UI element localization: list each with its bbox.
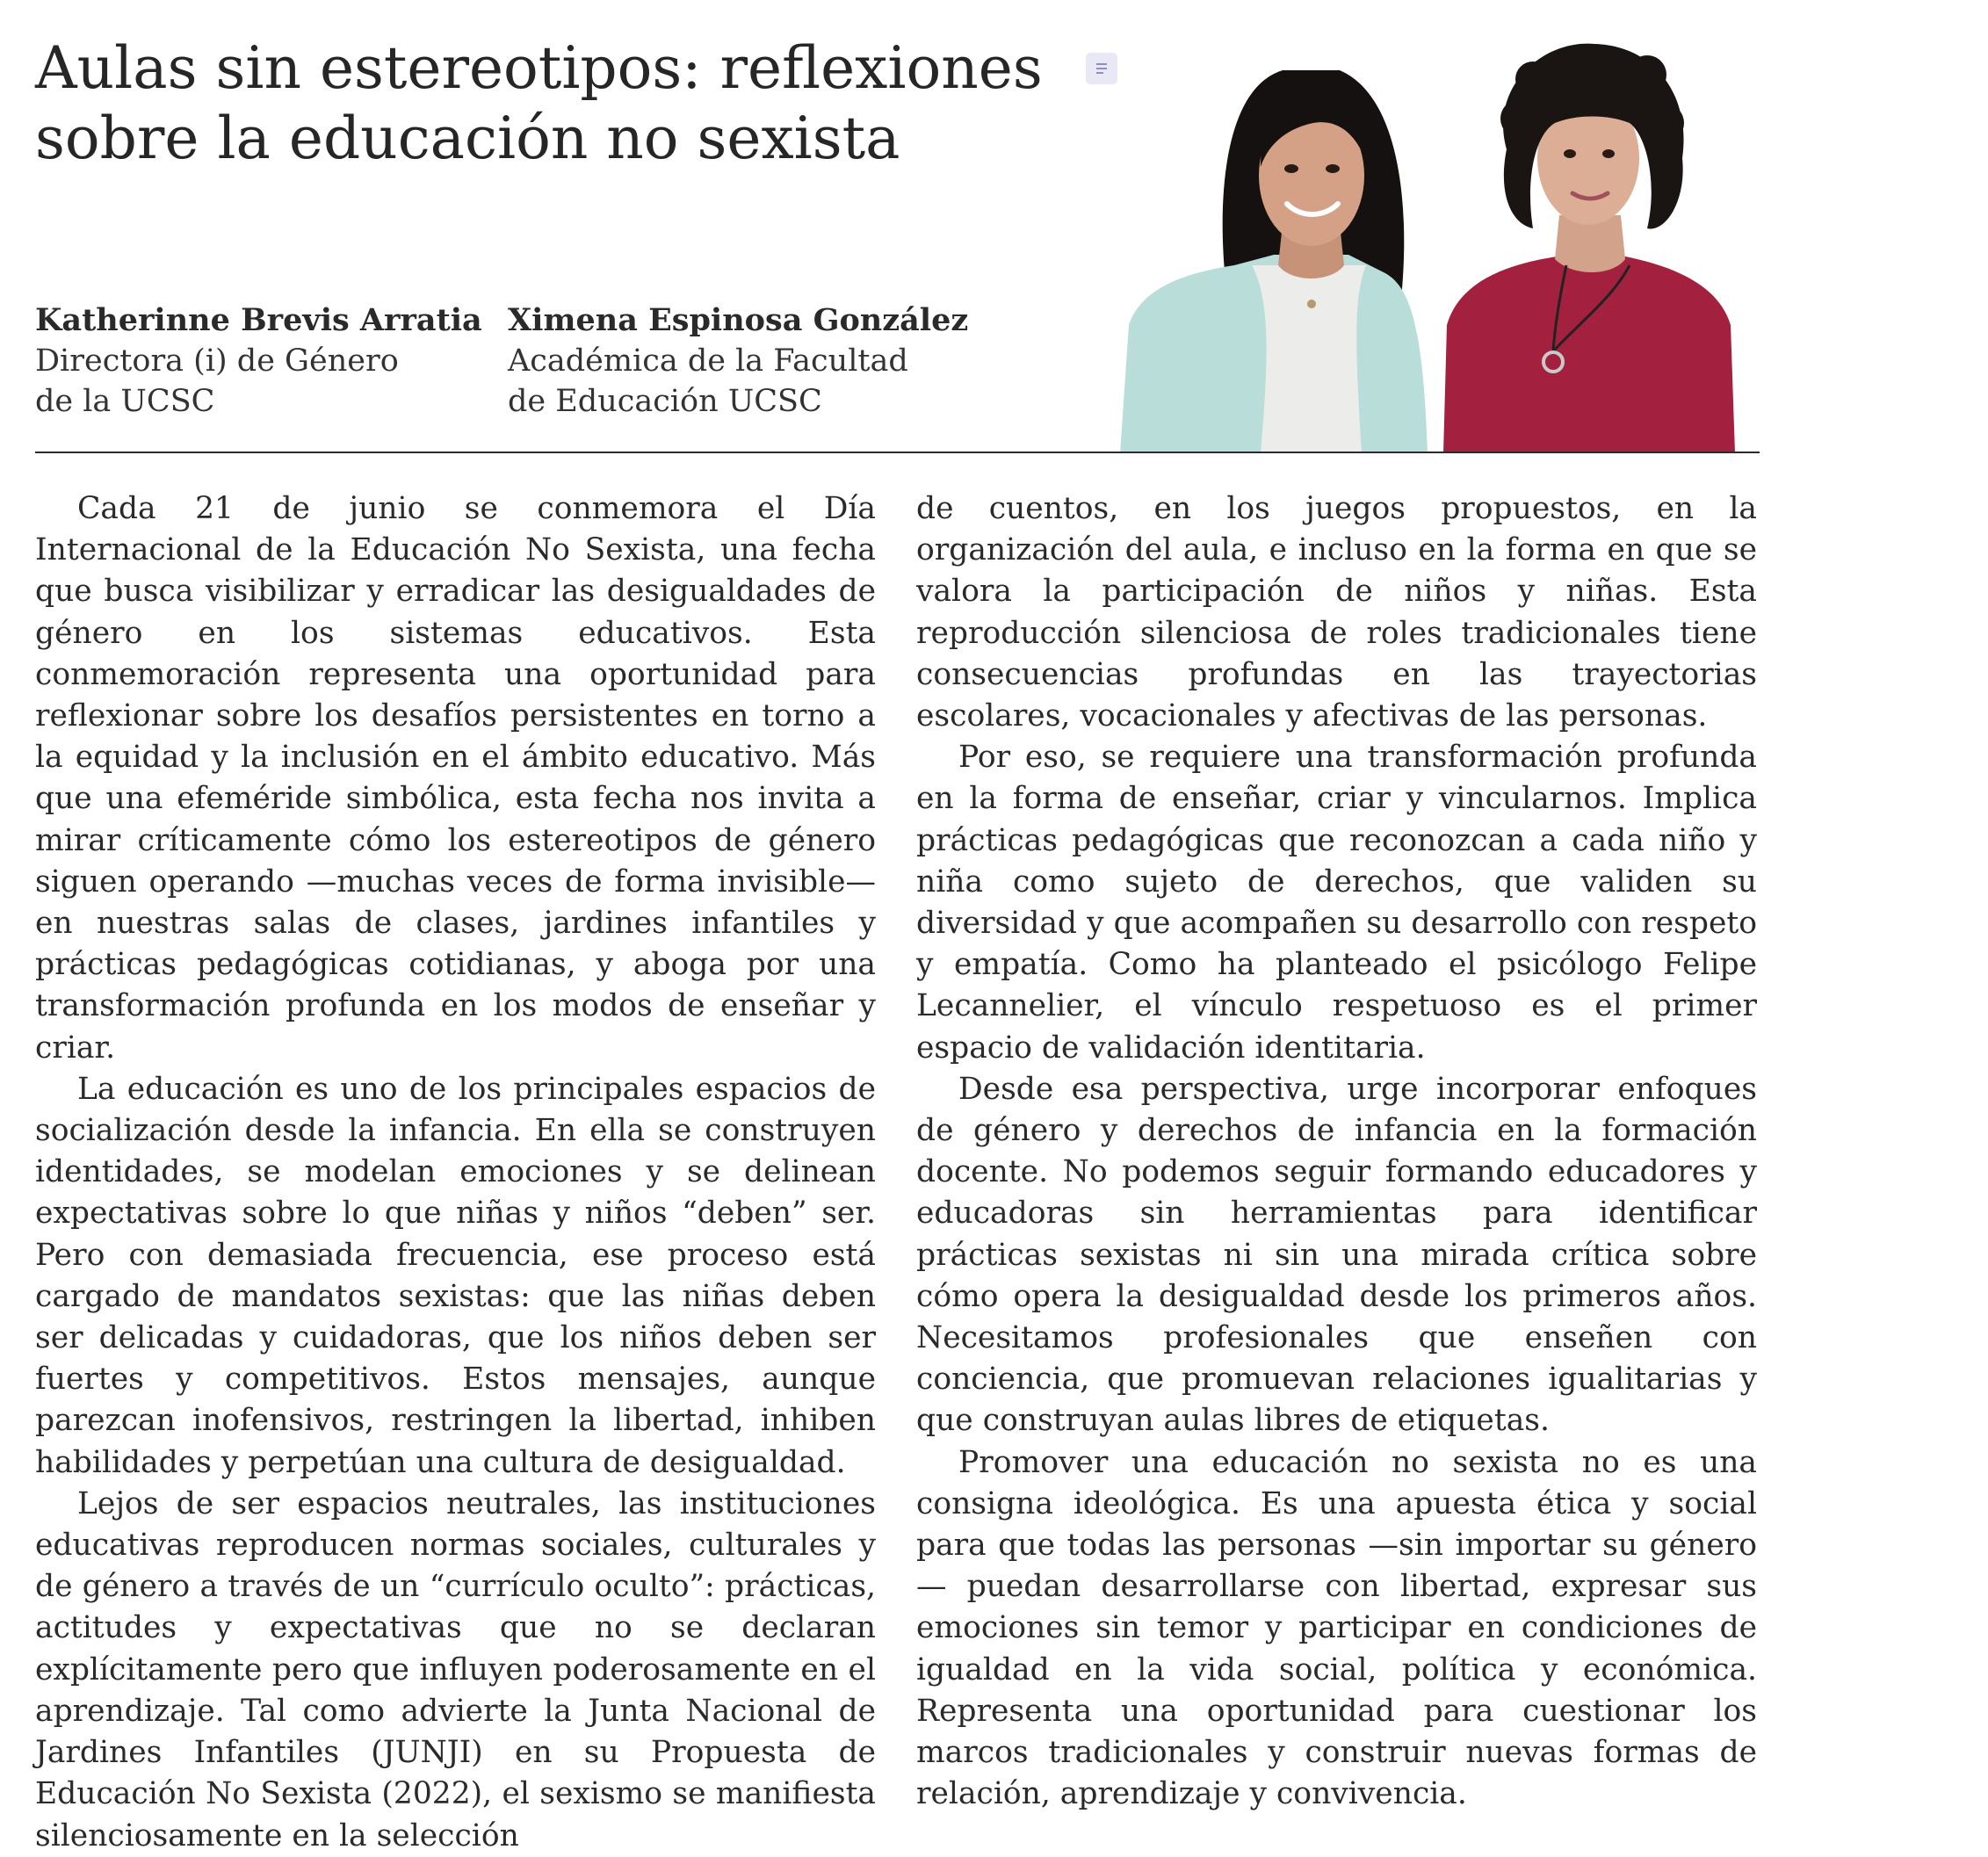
paragraph: Lejos de ser espacios neutrales, las instituciones educativas reproducen normas sociales, culturales y de género a través de un “currículo oculto”: prácticas, actitudes y expectativas que no se declaran explícitamente pero que influyen poderosamente en el aprendizaje. Tal como advierte la Junta Nacional de Jardines Infantiles (JUNJI) en su Propuesta de Educación No Sexista (2022), el sexismo se manifiesta silenciosamente en la selección <box>35 1485 876 1853</box>
article-column-2 <box>916 488 1757 1816</box>
paragraph: Promover una educación no sexista no es una consigna ideológica. Es una apuesta ética y social para que todas las personas —sin importar su género— puedan desarrollarse con libertad, expresar sus emociones sin temor y participar en condiciones de igualdad en la vida social, política y económica. Representa una oportunidad para cuestionar los marcos tradicionales y construir nuevas formas de relación, aprendizaje y convivencia. <box>916 1444 1757 1812</box>
paragraph: Desde esa perspectiva, urge incorporar enfoques de género y derechos de infancia en la formación docente. No podemos seguir formando educadores y educadoras sin herramientas para identificar prácticas sexistas ni sin una mirada crítica sobre cómo opera la desigualdad desde los primeros años. Necesitamos profesionales que enseñen con conciencia, que promuevan relaciones igualitarias y que construyan aulas libres de etiquetas. <box>916 1071 1757 1439</box>
article-column-1 <box>35 488 876 1857</box>
author-name: Katherinne Brevis Arratia <box>35 302 482 338</box>
author-portraits <box>1120 35 1766 453</box>
article-title: Aulas sin estereotipos: reflexiones sobre la educación no sexista <box>35 34 1043 172</box>
author-block-1 <box>35 300 492 422</box>
portrait-right <box>1443 44 1735 453</box>
paragraph: de cuentos, en los juegos propuestos, en la organización del aula, e incluso en la forma en que se valora la participación de niños y niñas. Esta reproducción silenciosa de roles tradicionales tiene consecuencias profundas en las trayectorias escolares, vocacionales y afectivas de las personas. <box>916 491 1757 734</box>
section-divider <box>35 452 1760 453</box>
paragraph: La educación es uno de los principales espacios de socialización desde la infancia. En ella se construyen identidades, se modelan emociones y se delinean expectativas sobre lo que niñas y niños “deben” ser. Pero con demasiada frecuencia, ese proceso está cargado de mandatos sexistas: que las niñas deben ser delicadas y cuidadoras, que los niños deben ser fuertes y competitivos. Estos mensajes, aunque parezcan inofensivos, restringen la libertad, inhiben habilidades y perpetúan una cultura de desigualdad. <box>35 1071 876 1480</box>
author-name: Ximena Espinosa González <box>508 302 969 338</box>
paragraph: Cada 21 de junio se conmemora el Día Internacional de la Educación No Sexista, una fecha que busca visibilizar y erradicar las desigualdades de género en los sistemas educativos. Esta conmemoración representa una oportunidad para reflexionar sobre los desafíos persistentes en torno a la equidad y la inclusión en el ámbito educativo. Más que una efeméride simbólica, esta fecha nos invita a mirar críticamente cómo los estereotipos de género siguen operando —muchas veces de forma invisible— en nuestras salas de clases, jardines infantiles y prácticas pedagógicas cotidianas, y aboga por una transformación profunda en los modos de enseñar y criar. <box>35 491 876 1066</box>
author-role: Directora (i) de Género de la UCSC <box>35 343 399 419</box>
author-block-2 <box>508 300 982 422</box>
author-role: Académica de la Facultad de Educación UCSC <box>508 343 908 419</box>
note-icon[interactable] <box>1086 53 1117 84</box>
paragraph: Por eso, se requiere una transformación profunda en la forma de enseñar, criar y vincularnos. Implica prácticas pedagógicas que reconozcan a cada niño y niña como sujeto de derechos, que validen su diversidad y que acompañen su desarrollo con respeto y empatía. Como ha planteado el psicólogo Felipe Lecannelier, el vínculo respetuoso es el primer espacio de validación identitaria. <box>916 740 1757 1066</box>
portrait-left <box>1120 70 1428 453</box>
